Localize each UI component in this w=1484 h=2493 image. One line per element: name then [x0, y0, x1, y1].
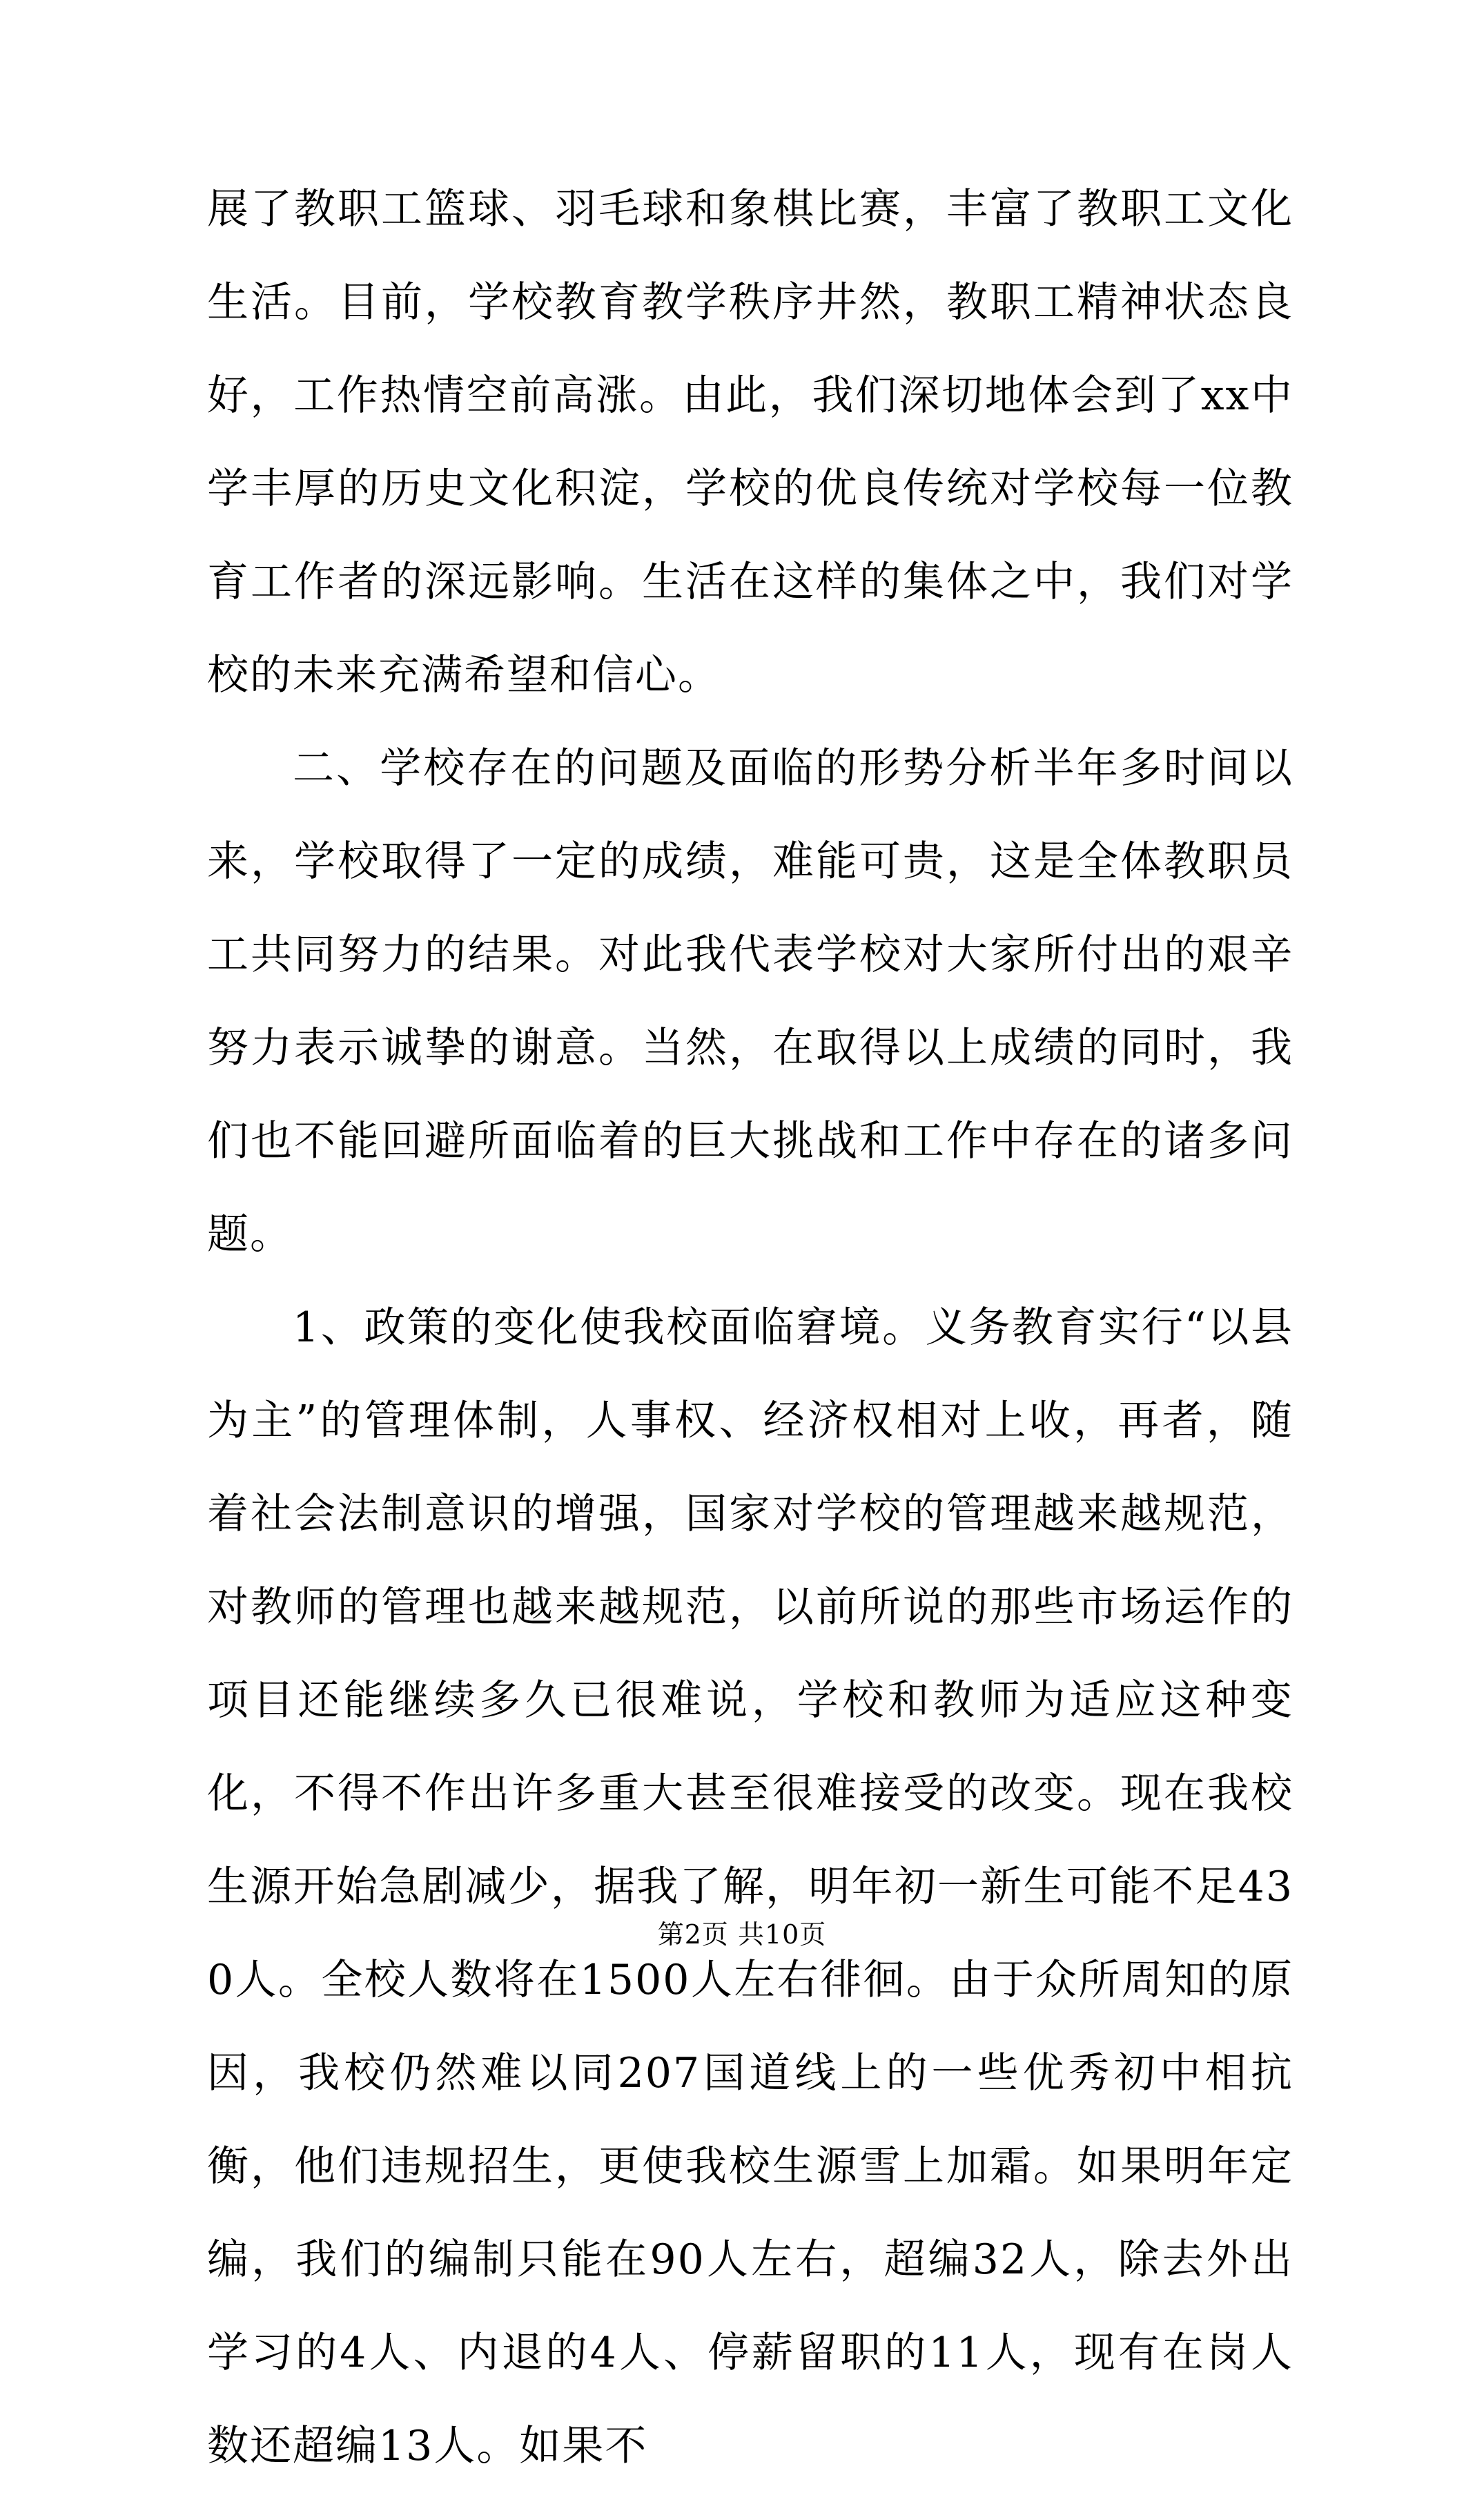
document-body — [207, 163, 1293, 2493]
paragraph-1: 展了教职工篮球、羽毛球和象棋比赛，丰富了教职工文化生活。目前，学校教育教学秩序井然，教职工精神状态良好，工作热情空前高涨。由此，我们深切地体会到了xx中学丰厚的历史文化积淀，学校的优良传统对学校每一位教育工作者的深远影响。生活在这样的集体之中，我们对学校的未来充满希望和信心。 — [207, 185, 1293, 699]
page-number-footer: 第2页 共10页 — [657, 1919, 827, 1950]
paragraph-2: 二、学校存在的问题及面临的形势分析半年多时间以来，学校取得了一定的成绩，难能可贵，这是全体教职员工共同努力的结果。对此我代表学校对大家所付出的艰辛努力表示诚挚的谢意。当然，在取得以上成绩的同时，我们也不能回避所面临着的巨大挑战和工作中存在的诸多问题。 — [207, 744, 1293, 1259]
paragraph-3: 1、政策的变化使我校面临窘境。义务教育实行“以县为主”的管理体制，人事权、经济权相对上收，再者，随着社会法制意识的增强，国家对学校的管理越来越规范，对教师的管理也越来越规范，以前所说的那些市场运作的项目还能继续多久已很难说，学校和教师为适应这种变化，不得不作出许多重大甚至很难接受的改变。现在我校生源开始急剧减少，据我了解，明年初一新生可能不足430人。全校人数将在1500人左右徘徊。由于众所周知的原因，我校仍然难以同207国道线上的一些优秀初中相抗衡，他们违规招生，更使我校生源雪上加霜。如果明年定编，我们的编制只能在90人左右，超编32人，除去外出学习的4人、内退的4人、停薪留职的11人，现有在岗人数还超编13人。如果不 — [207, 1303, 1293, 2470]
